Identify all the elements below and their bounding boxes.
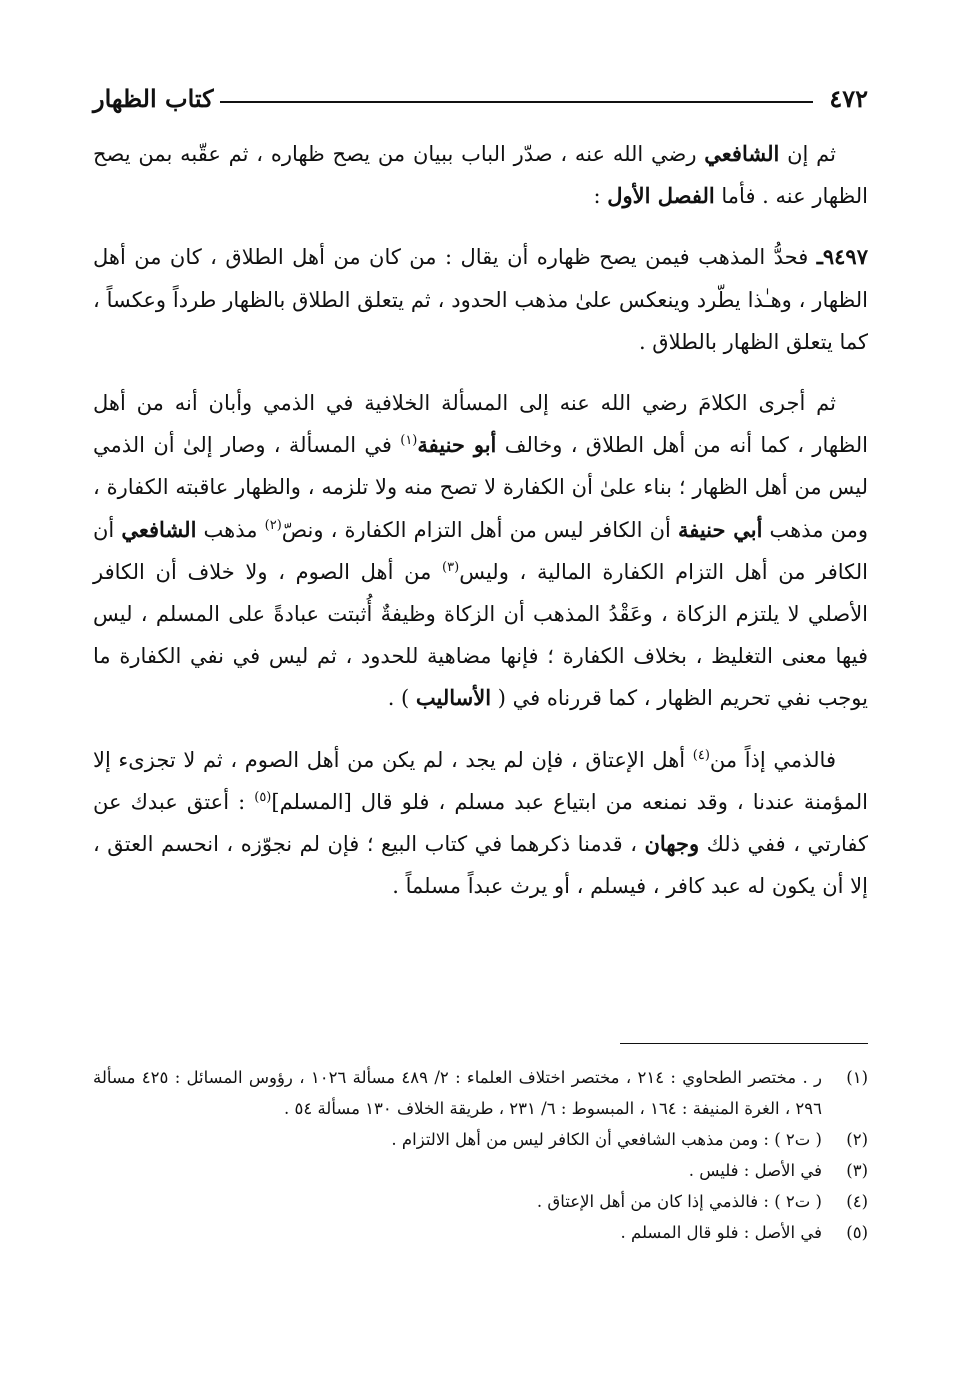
bold-section-heading: الفصل الأول xyxy=(607,183,715,209)
text-run: في المسألة ، وصار إلىٰ أن الذمي ليس من أهل الظهار ؛ بناء علىٰ أن الكفارة لا تصح منه ولا تلزمه ، والظهار عاقبته الكفارة ، ومن مذهب xyxy=(93,433,868,542)
footnotes xyxy=(93,1062,868,1248)
footnote-ref-4[interactable]: (٤) xyxy=(692,747,710,763)
running-header xyxy=(93,78,868,118)
footnote-ref-2[interactable]: (٢) xyxy=(264,517,282,533)
footnote-text: في الأصل : فلو قال المسلم . xyxy=(620,1223,822,1242)
text-run: أهل الإعتاق ، فإن لم يجد ، لم يكن من أهل الصوم ، ثم لا تجزىء إلا المؤمنة عندنا ، وقد نمنعه من ابتياع عبد مسلم ، فلو قال [المسلم] xyxy=(93,747,868,814)
text-run: : xyxy=(593,184,608,209)
footnote-item xyxy=(93,1217,868,1248)
text-run: أن الكافر من أهل التزام الكفارة المالية ، وليس xyxy=(93,517,869,584)
text-run: : أعتق عبدك عن كفارتي ، ففي ذلك xyxy=(93,789,868,857)
book-title: كتاب الظهار xyxy=(93,83,214,113)
footnote-text: ر . مختصر الطحاوي : ٢١٤ ، مختصر اختلاف العلماء : ٢/ ٤٨٩ مسألة ١٠٢٦ ، رؤوس المسائل : ٤٢٥ مسألة ٢٩٦ ، الغرة المنيفة : ١٦٤ ، المبسوط : ٦/ ٢٣١ ، طريقة الخلاف ١٣٠ مسألة ٥٤ . xyxy=(93,1068,822,1118)
text-run: مذهب xyxy=(196,517,265,542)
footnote-number: (٥) xyxy=(846,1223,868,1242)
main-text xyxy=(93,133,868,907)
footnote-item xyxy=(93,1062,868,1124)
bold-name-shafii: الشافعي xyxy=(704,141,780,166)
paragraph-9497 xyxy=(93,236,868,363)
footnote-text: ( ت٢ ) : ومن مذهب الشافعي أن الكافر ليس من أهل الالتزام . xyxy=(391,1130,822,1149)
footnote-ref-3[interactable]: (٣) xyxy=(442,559,460,575)
footnote-ref-1[interactable]: (١) xyxy=(400,433,418,449)
footnote-item xyxy=(93,1186,868,1217)
text-run: فحدُّ المذهب فيمن يصح ظهاره أن يقال : من كان من أهل الطلاق ، كان من أهل الظهار ، وهـٰذا يطّرد وينعكس علىٰ مذهب الحدود ، ثم يتعلق الطلاق بالظهار طرداً وعكساً ، كما يتعلق الظهار بالطلاق . xyxy=(93,245,868,354)
text-run: ثم أجرى الكلامَ رضي الله عنه إلى المسألة الخلافية في الذمي وأبان أنه من أهل الظهار ، كما أنه من أهل الطلاق ، وخالف xyxy=(93,391,868,458)
bold-term-two-views: وجهان xyxy=(644,831,700,857)
text-run: فالذمي إذاً من xyxy=(709,747,836,772)
text-run: ثم إن xyxy=(779,142,836,166)
footnote-item xyxy=(93,1124,868,1155)
text-run: ، قدمنا ذكرهما في كتاب البيع ؛ فإن لم نجوّزه ، انحسم العتق ، إلا أن يكون له عبد كافر ، فيسلم ، أو يرث عبداً مسلماً . xyxy=(93,832,868,899)
text-run: أن الكافر ليس من أهل التزام الكفارة ، ونصّ xyxy=(281,517,678,542)
footnote-number: (١) xyxy=(846,1068,868,1087)
bold-name-abu-hanifa: أبي حنيفة xyxy=(677,516,763,542)
footnote-text: ( ت٢ ) : فالذمي إذا كان من أهل الإعتاق . xyxy=(536,1192,822,1211)
footnote-item xyxy=(93,1155,868,1186)
header-rule xyxy=(220,101,814,103)
paragraph-dhimmi-dispute xyxy=(93,382,868,720)
page-number: ٤٧٢ xyxy=(829,83,868,113)
footnote-number: (٢) xyxy=(846,1130,868,1149)
bold-name-shafii: الشافعي xyxy=(121,516,197,542)
issue-number: ٩٤٩٧ـ xyxy=(816,244,868,270)
footnote-text: في الأصل : فليس . xyxy=(688,1161,822,1180)
paragraph-intro xyxy=(93,133,868,217)
footnote-ref-5[interactable]: (٥) xyxy=(254,789,272,805)
bold-book-title: الأساليب xyxy=(415,685,492,711)
text-run: من أهل الصوم ، ولا خلاف أن الكافر الأصلي لا يلتزم الزكاة ، وعَقْدُ المذهب أن الزكاة وظيفةٌ أُثبتت عبادةً على المسلم ، ليس فيها معنى التغليظ ، بخلاف الكفارة ؛ فإنها مضاهية للحدود ، ثم ليس في نفي الكفارة ما يوجب نفي تحريم الظهار ، كما قررناه في ( xyxy=(93,559,868,711)
text-run: رضي الله عنه ، صدّر الباب ببيان من يصح ظهاره ، ثم عقّبه بمن يصح الظهار عنه . فأما xyxy=(93,142,868,209)
footnote-separator xyxy=(620,1043,868,1044)
bold-name-abu-hanifa: أبو حنيفة xyxy=(417,432,497,458)
paragraph-dhimmi-manumission xyxy=(93,739,868,908)
text-run: ) . xyxy=(387,686,416,711)
footnote-number: (٤) xyxy=(846,1192,868,1211)
footnote-number: (٣) xyxy=(846,1161,868,1180)
